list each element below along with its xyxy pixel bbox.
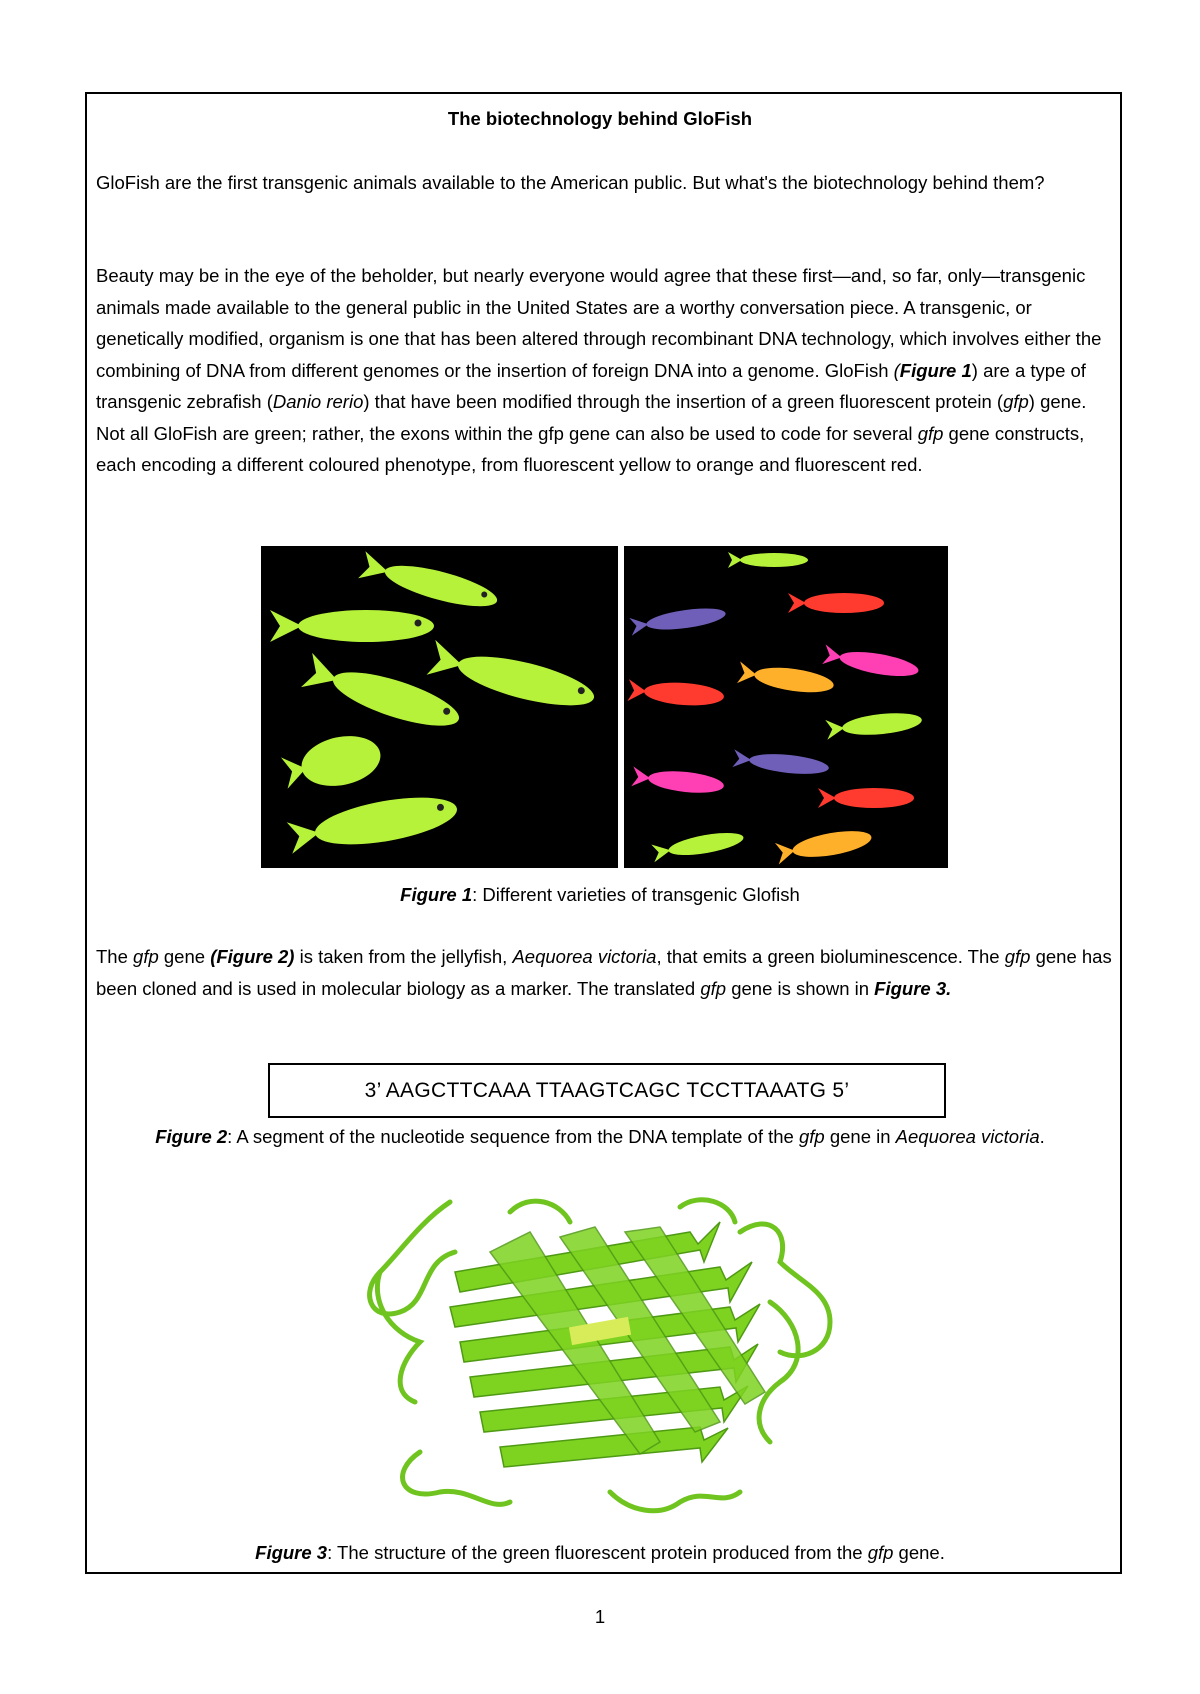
fish-purple-2 — [732, 749, 829, 777]
fish-pink-1 — [822, 644, 920, 680]
fish-green-2 — [825, 710, 923, 740]
fish-green-3 — [651, 829, 745, 863]
fish-2 — [270, 610, 434, 642]
fish-green-small — [728, 552, 808, 568]
beta-strands — [450, 1222, 765, 1467]
body-paragraph-2: The gfp gene (Figure 2) is taken from the jellyfish, Aequorea victoria, that emits a green bioluminescence. The gfp gene has been cloned and is used in molecular biology as a marker. The translated gfp gene is shown in Figure 3. — [96, 946, 1112, 999]
fish-5 — [279, 729, 385, 796]
fish-purple-1 — [629, 605, 727, 636]
fish-pink-2 — [631, 766, 725, 796]
figure-3-caption: Figure 3: The structure of the green fluorescent protein produced from the gfp gene. — [255, 1542, 945, 1563]
fish-orange-2 — [775, 826, 873, 864]
figure-1-image — [261, 546, 948, 868]
fish-4 — [427, 640, 599, 716]
fish-red-2 — [627, 679, 724, 708]
fish-red-3 — [818, 788, 914, 808]
body-paragraph-1: Beauty may be in the eye of the beholder, but nearly everyone would agree that these first—and, so far, only—transgenic animals made available to the general public in the United States are a worthy conversation piece. A transgenic, or genetically modified, organism is one that has been altered through recombinant DNA technology, which involves either the combining of DNA from different genomes or the insertion of foreign DNA into a genome. GloFish (Figure 1) are a type of transgenic zebrafish (Danio rerio) that have been modified through the insertion of a green fluorescent protein (gfp) gene. Not all GloFish are green; rather, the exons within the gfp gene can also be used to code for several gfp gene constructs, each encoding a different coloured phenotype, from fluorescent yellow to orange and fluorescent red. — [96, 265, 1102, 475]
fish-red-1 — [788, 593, 884, 613]
page-number: 1 — [594, 1606, 606, 1627]
figure-2-caption: Figure 2: A segment of the nucleotide sequence from the DNA template of the gfp gene in Aequorea victoria. — [155, 1126, 1045, 1147]
page-title: The biotechnology behind GloFish — [447, 108, 753, 129]
fish-6 — [286, 789, 460, 858]
green-glofish-panel — [261, 546, 618, 868]
figure-3-image — [360, 1192, 850, 1522]
fish-1 — [358, 551, 500, 614]
intro-paragraph: GloFish are the first transgenic animals available to the American public. But what's the biotechnology behind them? — [96, 172, 1045, 193]
multicolor-glofish-illustration — [624, 546, 948, 868]
figure-1-caption: Figure 1: Different varieties of transgenic Glofish — [400, 884, 800, 905]
multicolor-glofish-panel — [624, 546, 948, 868]
dna-sequence-box: 3’ AAGCTTCAAA TTAAGTCAGC TCCTTAAATG 5’ — [268, 1063, 946, 1118]
fish-orange-1 — [737, 661, 835, 696]
gfp-protein-structure — [360, 1192, 850, 1522]
green-glofish-illustration — [261, 546, 618, 868]
